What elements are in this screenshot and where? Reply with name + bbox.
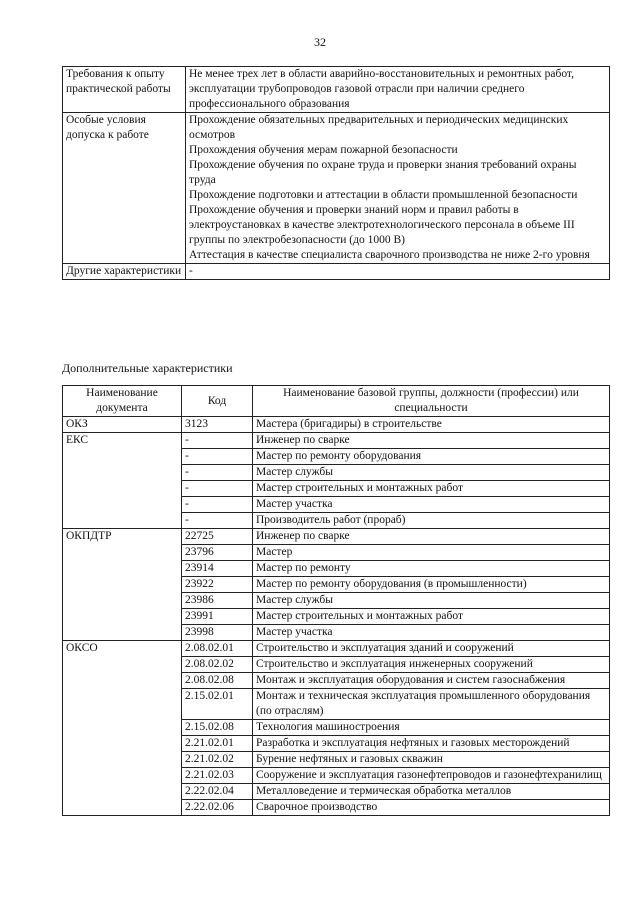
code-cell: 23986 <box>182 593 253 609</box>
occupation-name-cell: Мастер строительных и монтажных работ <box>253 609 610 625</box>
table-row <box>63 433 610 449</box>
code-cell: 23998 <box>182 625 253 641</box>
occupation-name-cell: Инженер по сварке <box>253 433 610 449</box>
occupation-name-cell: Инженер по сварке <box>253 529 610 545</box>
requirements-table <box>62 66 610 280</box>
page-number: 32 <box>314 35 326 49</box>
occupation-name-cell: Мастер по ремонту <box>253 561 610 577</box>
table-row <box>63 641 610 657</box>
requirement-value <box>186 264 610 280</box>
requirement-row <box>63 264 610 280</box>
requirement-value <box>186 113 610 264</box>
occupation-name-cell: Сварочное производство <box>253 800 610 816</box>
requirement-line: Прохождение обучения и проверки знаний норм и правил работы в электроустановках в качестве электротехнологического персонала в объеме III группы по электробезопасности (до 1000 В) <box>189 204 575 246</box>
table-row <box>63 529 610 545</box>
occupation-name-cell: Монтаж и техническая эксплуатация промышленного оборудования (по отраслям) <box>253 689 610 720</box>
requirement-line: - <box>189 265 193 277</box>
occupation-name-cell: Технология машиностроения <box>253 720 610 736</box>
code-cell: 2.22.02.04 <box>182 784 253 800</box>
document-name-cell: ОКСО <box>63 641 182 816</box>
occupation-name-cell: Мастер по ремонту оборудования <box>253 449 610 465</box>
occupation-name-cell: Строительство и эксплуатация инженерных сооружений <box>253 657 610 673</box>
code-cell: 2.21.02.03 <box>182 768 253 784</box>
occupation-name-cell: Монтаж и эксплуатация оборудования и систем газоснабжения <box>253 673 610 689</box>
document-name-cell: ОКПДТР <box>63 529 182 641</box>
code-cell: 2.15.02.01 <box>182 689 253 720</box>
code-cell: - <box>182 497 253 513</box>
code-cell: 23796 <box>182 545 253 561</box>
code-cell: - <box>182 465 253 481</box>
requirement-line: Прохождение обучения по охране труда и проверки знания требований охраны труда <box>189 159 577 186</box>
code-cell: - <box>182 449 253 465</box>
code-cell: 2.21.02.02 <box>182 752 253 768</box>
code-cell: 2.08.02.01 <box>182 641 253 657</box>
code-cell: 2.08.02.02 <box>182 657 253 673</box>
occupation-name-cell: Мастер службы <box>253 465 610 481</box>
code-cell: 2.15.02.08 <box>182 720 253 736</box>
requirement-label: Требования к опыту практической работы <box>63 67 186 113</box>
requirement-label: Другие характеристики <box>63 264 186 280</box>
occupation-name-cell: Производитель работ (прораб) <box>253 513 610 529</box>
code-cell: 23922 <box>182 577 253 593</box>
code-cell: 2.08.02.08 <box>182 673 253 689</box>
occupation-name-cell: Разработка и эксплуатация нефтяных и газовых месторождений <box>253 736 610 752</box>
table-header-row <box>63 386 610 417</box>
code-cell: 3123 <box>182 417 253 433</box>
code-cell: - <box>182 433 253 449</box>
requirement-line: Аттестация в качестве специалиста сварочного производства не ниже 2-го уровня <box>189 249 590 261</box>
requirement-label: Особые условия допуска к работе <box>63 113 186 264</box>
code-cell: - <box>182 513 253 529</box>
occupation-name-cell: Бурение нефтяных и газовых скважин <box>253 752 610 768</box>
code-cell: - <box>182 481 253 497</box>
requirement-line: Прохождения обучения мерам пожарной безопасности <box>189 144 458 156</box>
code-cell: 23914 <box>182 561 253 577</box>
document-name-cell: ОКЗ <box>63 417 182 433</box>
code-cell: 2.21.02.01 <box>182 736 253 752</box>
occupation-name-cell: Мастер службы <box>253 593 610 609</box>
additional-characteristics-table <box>62 385 610 816</box>
table-row <box>63 417 610 433</box>
occupation-name-cell: Мастер строительных и монтажных работ <box>253 481 610 497</box>
section-title: Дополнительные характеристики <box>62 361 233 375</box>
requirement-row <box>63 113 610 264</box>
code-cell: 22725 <box>182 529 253 545</box>
requirement-line: Прохождение обязательных предварительных и периодических медицинских осмотров <box>189 114 569 141</box>
occupation-name-cell: Мастер <box>253 545 610 561</box>
occupation-name-cell: Сооружение и эксплуатация газонефтепроводов и газонефтехранилищ <box>253 768 610 784</box>
header-code: Код <box>182 386 253 417</box>
requirement-row <box>63 67 610 113</box>
occupation-name-cell: Мастер участка <box>253 497 610 513</box>
occupation-name-cell: Строительство и эксплуатация зданий и сооружений <box>253 641 610 657</box>
requirement-line: Прохождение подготовки и аттестации в области промышленной безопасности <box>189 189 578 201</box>
requirement-value <box>186 67 610 113</box>
header-name: Наименование базовой группы, должности (профессии) или специальности <box>253 386 610 417</box>
occupation-name-cell: Металловедение и термическая обработка металлов <box>253 784 610 800</box>
document-name-cell: ЕКС <box>63 433 182 529</box>
occupation-name-cell: Мастера (бригадиры) в строительстве <box>253 417 610 433</box>
header-document: Наименование документа <box>63 386 182 417</box>
code-cell: 2.22.02.06 <box>182 800 253 816</box>
occupation-name-cell: Мастер по ремонту оборудования (в промышленности) <box>253 577 610 593</box>
code-cell: 23991 <box>182 609 253 625</box>
occupation-name-cell: Мастер участка <box>253 625 610 641</box>
requirement-line: Не менее трех лет в области аварийно-восстановительных и ремонтных работ, эксплуатации трубопроводов газовой отрасли при наличии среднего профессионального образования <box>189 68 574 110</box>
